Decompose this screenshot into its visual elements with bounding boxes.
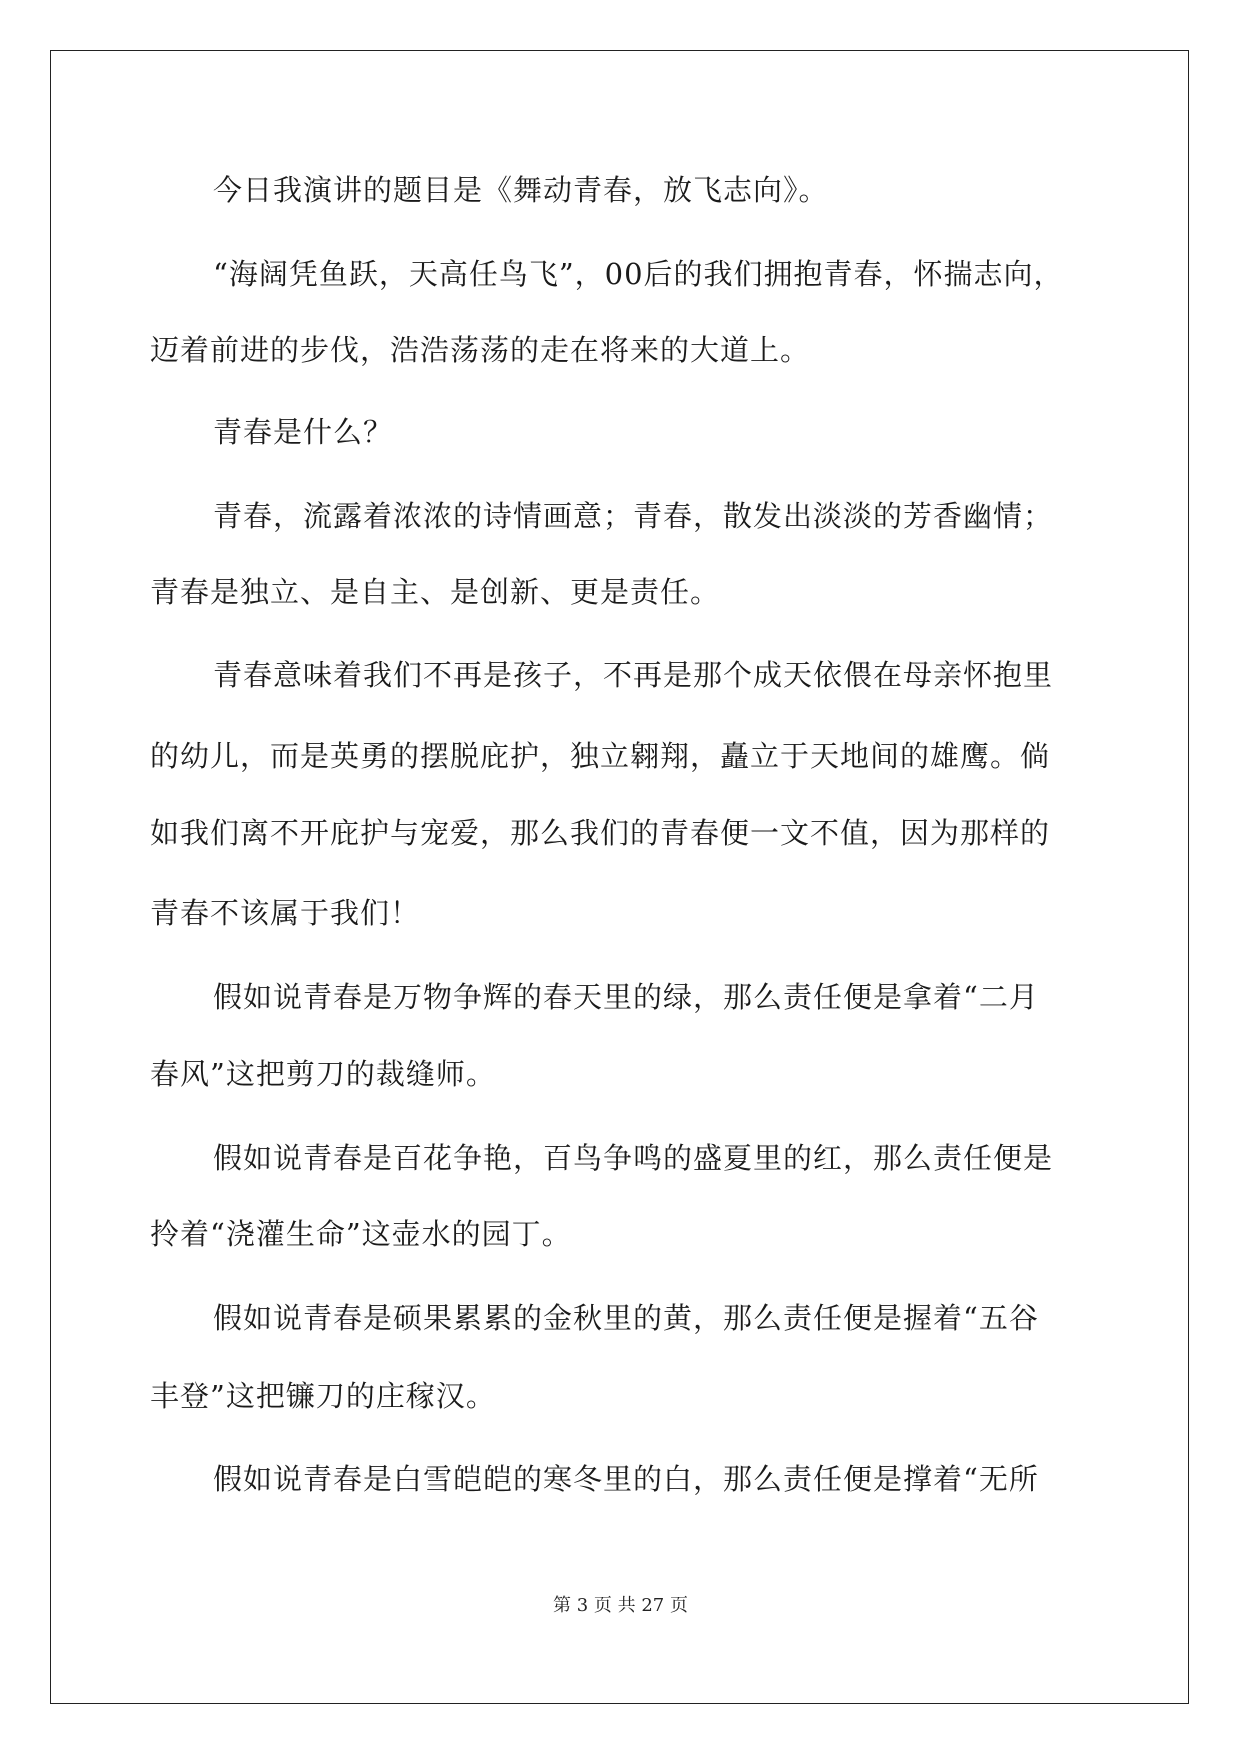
- paragraph-line: 今日我演讲的题目是《舞动青春，放飞志向》。: [213, 173, 829, 207]
- paragraph-line: 假如说青春是万物争辉的春天里的绿，那么责任便是拿着“二月: [213, 980, 1039, 1014]
- page-frame: [50, 50, 1189, 1704]
- paragraph-line: “海阔凭鱼跃，天高任鸟飞”，00后的我们拥抱青春，怀揣志向，: [213, 257, 1064, 291]
- paragraph-line: 青春，流露着浓浓的诗情画意；青春，散发出淡淡的芳香幽情；: [213, 499, 1054, 533]
- paragraph-line: 迈着前进的步伐，浩浩荡荡的走在将来的大道上。: [150, 333, 811, 367]
- paragraph-line: 青春是什么？: [213, 415, 394, 449]
- paragraph-line: 青春不该属于我们！: [150, 896, 421, 930]
- paragraph-line: 丰登”这把镰刀的庄稼汉。: [150, 1379, 496, 1413]
- paragraph-line: 的幼儿，而是英勇的摆脱庇护，独立翱翔，矗立于天地间的雄鹰。倘: [150, 739, 1051, 773]
- paragraph-line: 假如说青春是硕果累累的金秋里的黄，那么责任便是握着“五谷: [213, 1301, 1039, 1335]
- paragraph-line: 青春是独立、是自主、是创新、更是责任。: [150, 575, 721, 609]
- paragraph-line: 青春意味着我们不再是孩子，不再是那个成天依偎在母亲怀抱里: [213, 658, 1054, 692]
- page-number-footer: 第 3 页 共 27 页: [553, 1595, 688, 1616]
- paragraph-line: 假如说青春是白雪皑皑的寒冬里的白，那么责任便是撑着“无所: [213, 1462, 1039, 1496]
- paragraph-line: 拎着“浇灌生命”这壶水的园丁。: [150, 1217, 572, 1251]
- paragraph-line: 春风”这把剪刀的裁缝师。: [150, 1057, 496, 1091]
- paragraph-line: 如我们离不开庇护与宠爱，那么我们的青春便一文不值，因为那样的: [150, 816, 1051, 850]
- paragraph-line: 假如说青春是百花争艳，百鸟争鸣的盛夏里的红，那么责任便是: [213, 1141, 1054, 1175]
